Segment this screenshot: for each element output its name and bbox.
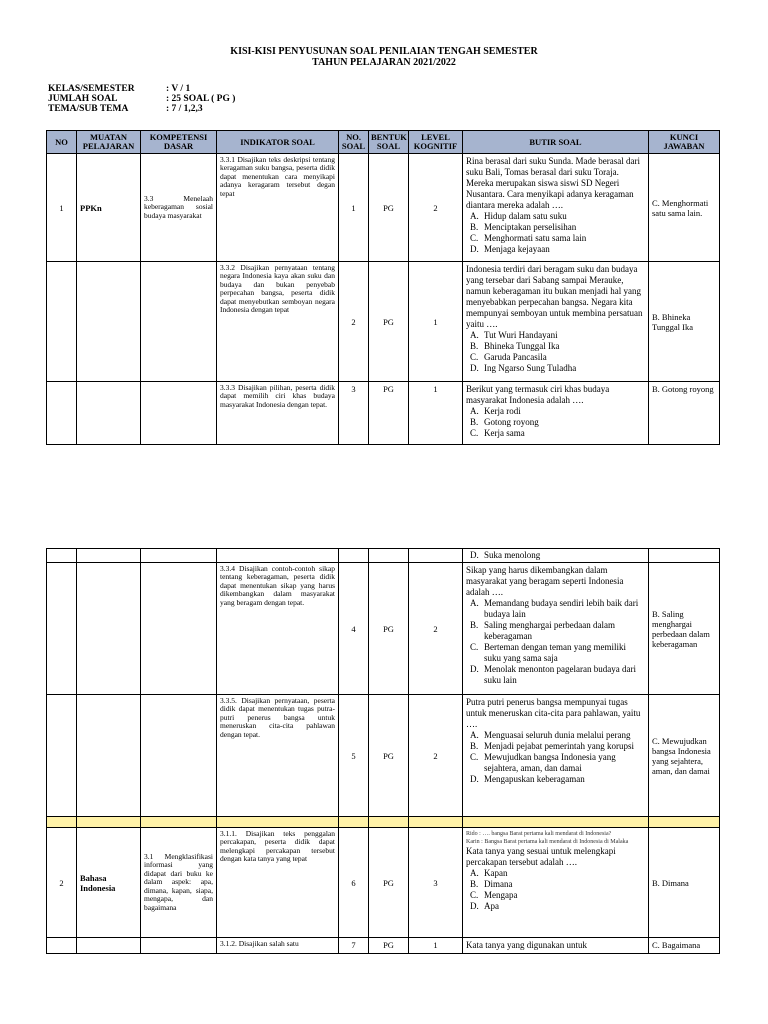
cell-level: 2 [409, 154, 463, 262]
cell-kd: 3.3 Menelaah keberagaman sosial budaya masyarakat [141, 154, 217, 262]
meta-block [48, 84, 235, 114]
cell-butir-soal [463, 695, 649, 817]
cell-bentuk: PG [369, 563, 409, 695]
cell-butir-soal: Kata tanya yang digunakan untuk [463, 938, 649, 954]
cell-no-soal: 2 [339, 262, 369, 382]
cell-kunci: B. Bhineka Tunggal Ika [649, 262, 720, 382]
question-text: Rina berasal dari suku Sunda. Made berasal dari suku Bali, Tomas berasal dari suku Toraja. Mereka merupakan siswa siswi SD Negeri Nusantara. Cara menyikapi adanya keragaman diantara mereka adalah …. [466, 156, 640, 210]
table-row [47, 549, 720, 563]
cell-no: 2 [47, 828, 77, 938]
table-row [47, 828, 720, 938]
header-butir: BUTIR SOAL [463, 131, 649, 154]
cell-bentuk: PG [369, 828, 409, 938]
table-row [47, 563, 720, 695]
option: A. Hidup dalam satu suku [470, 211, 567, 221]
cell-indikator: 3.3.1 Disajikan teks deskripsi tentang keragaman suku bangsa, peserta didik dapat menentukan cara menyikapi adanya keragaram tersebut degan tepat [217, 154, 339, 262]
document-subtitle: TAHUN PELAJARAN 2021/2022 [312, 57, 456, 68]
cell-level: 1 [409, 382, 463, 445]
cell-butir-soal [463, 382, 649, 445]
cell-level: 3 [409, 828, 463, 938]
separator-row [47, 817, 720, 828]
option: B. Saling menghargai perbedaan dalam keberagaman [470, 620, 616, 641]
cell-no-soal: 5 [339, 695, 369, 817]
cell-butir-soal [463, 262, 649, 382]
option: D. Ing Ngarso Sung Tuladha [470, 363, 577, 373]
question-text: Sikap yang harus dikembangkan dalam masyarakat yang beragam seperti Indonesia adalah …. [466, 565, 624, 597]
question-text: Kata tanya yang sesuai untuk melengkapi percakapan tersebut adalah …. [466, 846, 616, 867]
header-no: NO [47, 131, 77, 154]
option: A. Menguasai seluruh dunia melalui perang [470, 730, 631, 740]
option: B. Menjadi pejabat pemerintah yang korupsi [470, 741, 634, 751]
option: B. Menciptakan perselisihan [470, 222, 577, 232]
option: B. Bhineka Tunggal Ika [470, 341, 560, 351]
cell-indikator: 3.3.5. Disajikan pernyataan, peserta didik dapat menentukan tugas putra-putri penerus bangsa untuk meneruskan cita-cita pahlawan dengan tepat. [217, 695, 339, 817]
kisi-kisi-table-1 [46, 130, 720, 445]
cell-level: 2 [409, 695, 463, 817]
cell-kunci: B. Dimana [649, 828, 720, 938]
option: B. Dimana [470, 879, 513, 889]
header-kd: KOMPETENSI DASAR [141, 131, 217, 154]
cell-kunci: B. Saling menghargai perbedaan dalam keberagaman [649, 563, 720, 695]
cell-kunci: B. Gotong royong [649, 382, 720, 445]
option: A. Tut Wuri Handayani [470, 330, 558, 340]
option: D. Menjaga kejayaan [470, 244, 550, 254]
header-bentuk: BENTUK SOAL [369, 131, 409, 154]
cell-butir-soal [463, 549, 649, 563]
option: C. Kerja sama [470, 428, 525, 438]
cell-mapel: Bahasa Indonesia [77, 828, 141, 938]
cell-butir-soal [463, 828, 649, 938]
cell-indikator: 3.1.2. Disajikan salah satu [217, 938, 339, 954]
header-muatan: MUATAN PELAJARAN [77, 131, 141, 154]
meta-row: KELAS/SEMESTER : V / 1 [48, 84, 191, 94]
cell-no-soal: 7 [339, 938, 369, 954]
cell-kunci: C. Menghormati satu sama lain. [649, 154, 720, 262]
option: A. Kapan [470, 868, 508, 878]
cell-kunci: C. Mewujudkan bangsa Indonesia yang sejahtera, aman, dan damai [649, 695, 720, 817]
cell-kunci: C. Bagaimana [649, 938, 720, 954]
option: C. Mengapa [470, 890, 518, 900]
question-text: Putra putri penerus bangsa mempunyai tugas untuk meneruskan cita-cita para pahlawan, yaitu …. [466, 697, 641, 729]
cell-indikator: 3.1.1. Disajikan teks penggalan percakapan, peserta didik dapat melengkapi percakapan tersebut dengan kata tanya yang tepat [217, 828, 339, 938]
cell-level: 1 [409, 262, 463, 382]
table-header-row [47, 131, 720, 154]
table-row [47, 262, 720, 382]
question-text: Indonesia terdiri dari beragam suku dan budaya yang tersebar dari Sabang sampai Merauke, namun keberagaman itu bukan menjadi hal yang menyebabkan perpecahan bangsa. Negara kita mempunyai semboyan untuk membina persatuan yaitu …. [466, 264, 643, 329]
cell-no-soal: 3 [339, 382, 369, 445]
cell-no-soal: 1 [339, 154, 369, 262]
cell-bentuk: PG [369, 695, 409, 817]
cell-butir-soal [463, 154, 649, 262]
cell-kd: 3.1 Mengklasifikasi informasi yang didapat dari buku ke dalam aspek: apa, dimana, kapan, siapa, mengapa, dan bagaimana [141, 828, 217, 938]
option: D. Menolak menonton pagelaran budaya dari suku lain [470, 664, 636, 685]
option: C. Menghormati satu sama lain [470, 233, 587, 243]
option: C. Mewujudkan bangsa Indonesia yang sejahtera, aman, dan damai [470, 752, 616, 773]
dialog-line: Rido : …. bangsa Barat pertama kali mendarat di Indonesia? [466, 831, 612, 837]
cell-indikator: 3.3.2 Disajikan pernyataan tentang negara Indonesia kaya akan suku dan budaya dan bukan penyebab perpecahan bangsa, peserta didik dapat menyebutkan semboyan negara Indonesia dengan tepat [217, 262, 339, 382]
cell-no-soal: 4 [339, 563, 369, 695]
meta-row: TEMA/SUB TEMA : 7 / 1,2,3 [48, 104, 203, 114]
cell-no-soal: 6 [339, 828, 369, 938]
cell-bentuk: PG [369, 938, 409, 954]
header-level: LEVEL KOGNITIF [409, 131, 463, 154]
cell-level: 2 [409, 563, 463, 695]
option: B. Gotong royong [470, 417, 539, 427]
option: C. Garuda Pancasila [470, 352, 547, 362]
table-row [47, 938, 720, 954]
option: A. Memandang budaya sendiri lebih baik dari budaya lain [470, 598, 639, 619]
cell-level: 1 [409, 938, 463, 954]
header-kunci: KUNCI JAWABAN [649, 131, 720, 154]
option: A. Kerja rodi [470, 406, 521, 416]
cell-bentuk: PG [369, 262, 409, 382]
option: D. Apa [470, 901, 499, 911]
cell-indikator: 3.3.4 Disajikan contoh-contoh sikap tentang keberagaman, peserta didik dapat menentukan sikap yang harus dikembangkan dalam masyarakat yang beragam dengan tepat. [217, 563, 339, 695]
option: D. Mengapuskan keberagaman [470, 774, 585, 784]
kisi-kisi-table-2 [46, 548, 720, 954]
table-row [47, 695, 720, 817]
document-title: KISI-KISI PENYUSUNAN SOAL PENILAIAN TENGAH SEMESTER [230, 46, 538, 57]
dialog-line: Karin : Bangsa Barat pertama kali mendarat di Indonesia di Malaka [466, 839, 629, 845]
question-text: Berikut yang termasuk ciri khas budaya masyarakat Indonesia adalah …. [466, 384, 610, 405]
cell-mapel: PPKn [77, 154, 141, 262]
option: C. Berteman dengan teman yang memiliki suku yang sama saja [470, 642, 626, 663]
cell-bentuk: PG [369, 154, 409, 262]
table-row [47, 154, 720, 262]
option: D. Suka menolong [470, 550, 541, 560]
meta-row: JUMLAH SOAL : 25 SOAL ( PG ) [48, 94, 236, 104]
cell-no: 1 [47, 154, 77, 262]
cell-indikator: 3.3.3 Disajikan pilihan, peserta didik dapat memilih ciri khas budaya masyarakat Indonesia dengan tepat. [217, 382, 339, 445]
header-indikator: INDIKATOR SOAL [217, 131, 339, 154]
table-row [47, 382, 720, 445]
cell-bentuk: PG [369, 382, 409, 445]
header-no-soal: NO. SOAL [339, 131, 369, 154]
cell-butir-soal [463, 563, 649, 695]
